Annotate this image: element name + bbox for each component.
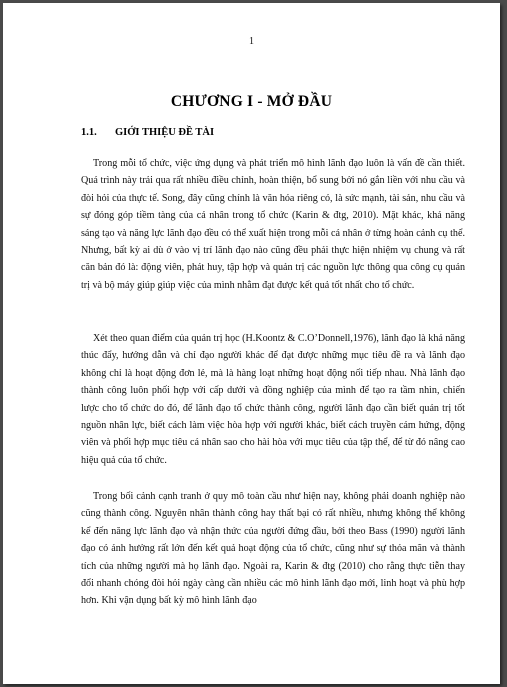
document-page	[3, 3, 500, 684]
page-number: 1	[249, 36, 254, 47]
paragraph-1: Trong mỗi tổ chức, việc ứng dụng và phát triển mô hình lãnh đạo luôn là vấn đề cần thiết. Quá trình này trải qua rất nhiều điều chỉnh, hoàn thiện, bổ sung bởi nó gắn liền với nhu cầu và đòi hỏi của thực tế. Song, đây cũng chính là văn hóa riêng có, là sức mạnh, tài sản, nhu cầu và sự đóng góp tiềm tàng của cá nhân trong tổ chức (Karin & đtg, 2010). Mặt khác, khả năng sáng tạo và năng lực lãnh đạo đều có thể xuất hiện trong mỗi cá nhân ở từng hoàn cảnh cụ thể. Nhưng, bất kỳ ai dù ở vào vị trí lãnh đạo nào cũng đều phải thực hiện nhiệm vụ chung và rất căn bản đó là: động viên, phát huy, tập hợp và quản trị các nguồn lực thông qua công cụ quản trị và bộ máy giúp giúp việc của mình nhằm đạt được kết quả tốt nhất cho tổ chức.	[81, 158, 465, 291]
paragraph-2: Xét theo quan điểm của quản trị học (H.Koontz & C.O’Donnell,1976), lãnh đạo là khả năng thúc đẩy, hướng dẫn và chỉ đạo người khác để đạt được những mục tiêu đề ra và lãnh đạo không chỉ là hoạt động đơn lẻ, mà là hàng loạt những hoạt động nối tiếp nhau. Nhà lãnh đạo thành công luôn phối hợp với cấp dưới và đồng nghiệp của mình để tạo ra tầm nhìn, chiến lược cho tổ chức do đó, để lãnh đạo tổ chức thành công, người lãnh đạo cần biết quản trị tốt nguồn nhân lực, biết cách làm việc hòa hợp với người khác, biết cách truyền cảm hứng, động viên và phối hợp mục tiêu cá nhân sao cho hài hòa với mục tiêu của tập thể, để từ đó nâng cao hiệu quả của tổ chức.	[81, 333, 465, 466]
section-title: GIỚI THIỆU ĐỀ TÀI	[115, 127, 215, 138]
paragraph-3: Trong bối cảnh cạnh tranh ở quy mô toàn cầu như hiện nay, không phải doanh nghiệp nào cũng thành công. Nguyên nhân thành công hay thất bại có rất nhiều, nhưng không thể không kể đến năng lực lãnh đạo và nhận thức của người đứng đầu, bởi theo Bass (1990) người lãnh đạo có ảnh hưởng rất lớn đến kết quả hoạt động của tổ chức, cũng như sự thỏa mãn và thành tích của những người mà họ lãnh đạo. Ngoài ra, Karin & đtg (2010) cho rằng thực tiễn thay đổi nhanh chóng đòi hỏi ngày càng cần nhiều các mô hình lãnh đạo mới, linh hoạt và phù hợp hơn. Khi vận dụng bất kỳ mô hình lãnh đạo	[81, 491, 465, 607]
section-heading	[81, 127, 214, 138]
section-number: 1.1.	[81, 127, 97, 138]
chapter-title: CHƯƠNG I - MỞ ĐẦU	[170, 93, 333, 110]
